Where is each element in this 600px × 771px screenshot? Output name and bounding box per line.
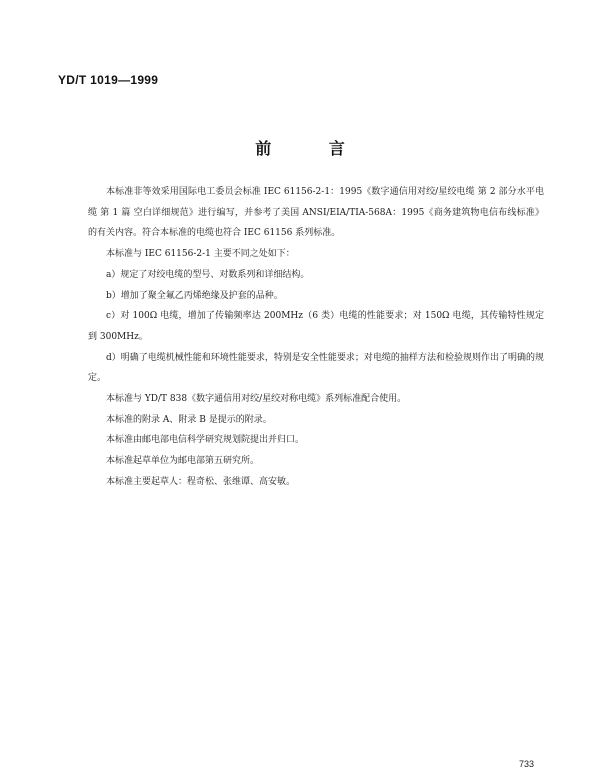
paragraph-drafters: 本标准主要起草人：程奇松、张维谭、高安敏。 <box>106 476 296 487</box>
paragraph-companion-standard: 本标准与 YD/T 838《数字通信用对绞/星绞对称电缆》系列标准配合使用。 <box>106 394 407 405</box>
paragraph-appendices: 本标准的附录 A、附录 B 是提示的附录。 <box>106 414 272 425</box>
paragraph-differences-intro: 本标准与 IEC 61156-2-1 主要不同之处如下： <box>106 249 295 260</box>
list-item-c: c）对 100Ω 电缆，增加了传输频率达 200MHz（6 类）电缆的性能要求；对 150Ω 电缆，其传输特性规定到 300MHz。 <box>88 311 544 342</box>
paragraph-drafting-unit: 本标准起草单位为邮电部第五研究所。 <box>106 456 260 467</box>
paragraph-scope: 本标准非等效采用国际电工委员会标准 IEC 61156-2-1：1995《数字通信用对绞/星绞电缆 第 2 部分水平电缆 第 1 篇 空白详细规范》进行编写，并参考了美国 ANSI/EIA/TIA-568A：1995《商务建筑物电信布线标准》的有关内容。符合本标准的电缆也符合 IEC 61156 系列标准。 <box>88 187 544 239</box>
list-item-d: d）明确了电缆机械性能和环境性能要求，特别是安全性能要求；对电缆的抽样方法和检验规则作出了明确的规定。 <box>88 352 544 384</box>
list-item-b: b）增加了聚全氟乙丙烯绝缘及护套的品种。 <box>106 290 283 301</box>
page-title: 前 言 <box>255 139 371 158</box>
standard-code: YD/T 1019—1999 <box>58 73 159 87</box>
paragraph-proposer: 本标准由邮电部电信科学研究规划院提出并归口。 <box>106 435 305 446</box>
foreword-body <box>88 182 544 493</box>
list-item-a: a）规定了对绞电缆的型号、对数系列和详细结构。 <box>106 269 310 280</box>
page-number: 733 <box>519 759 535 769</box>
